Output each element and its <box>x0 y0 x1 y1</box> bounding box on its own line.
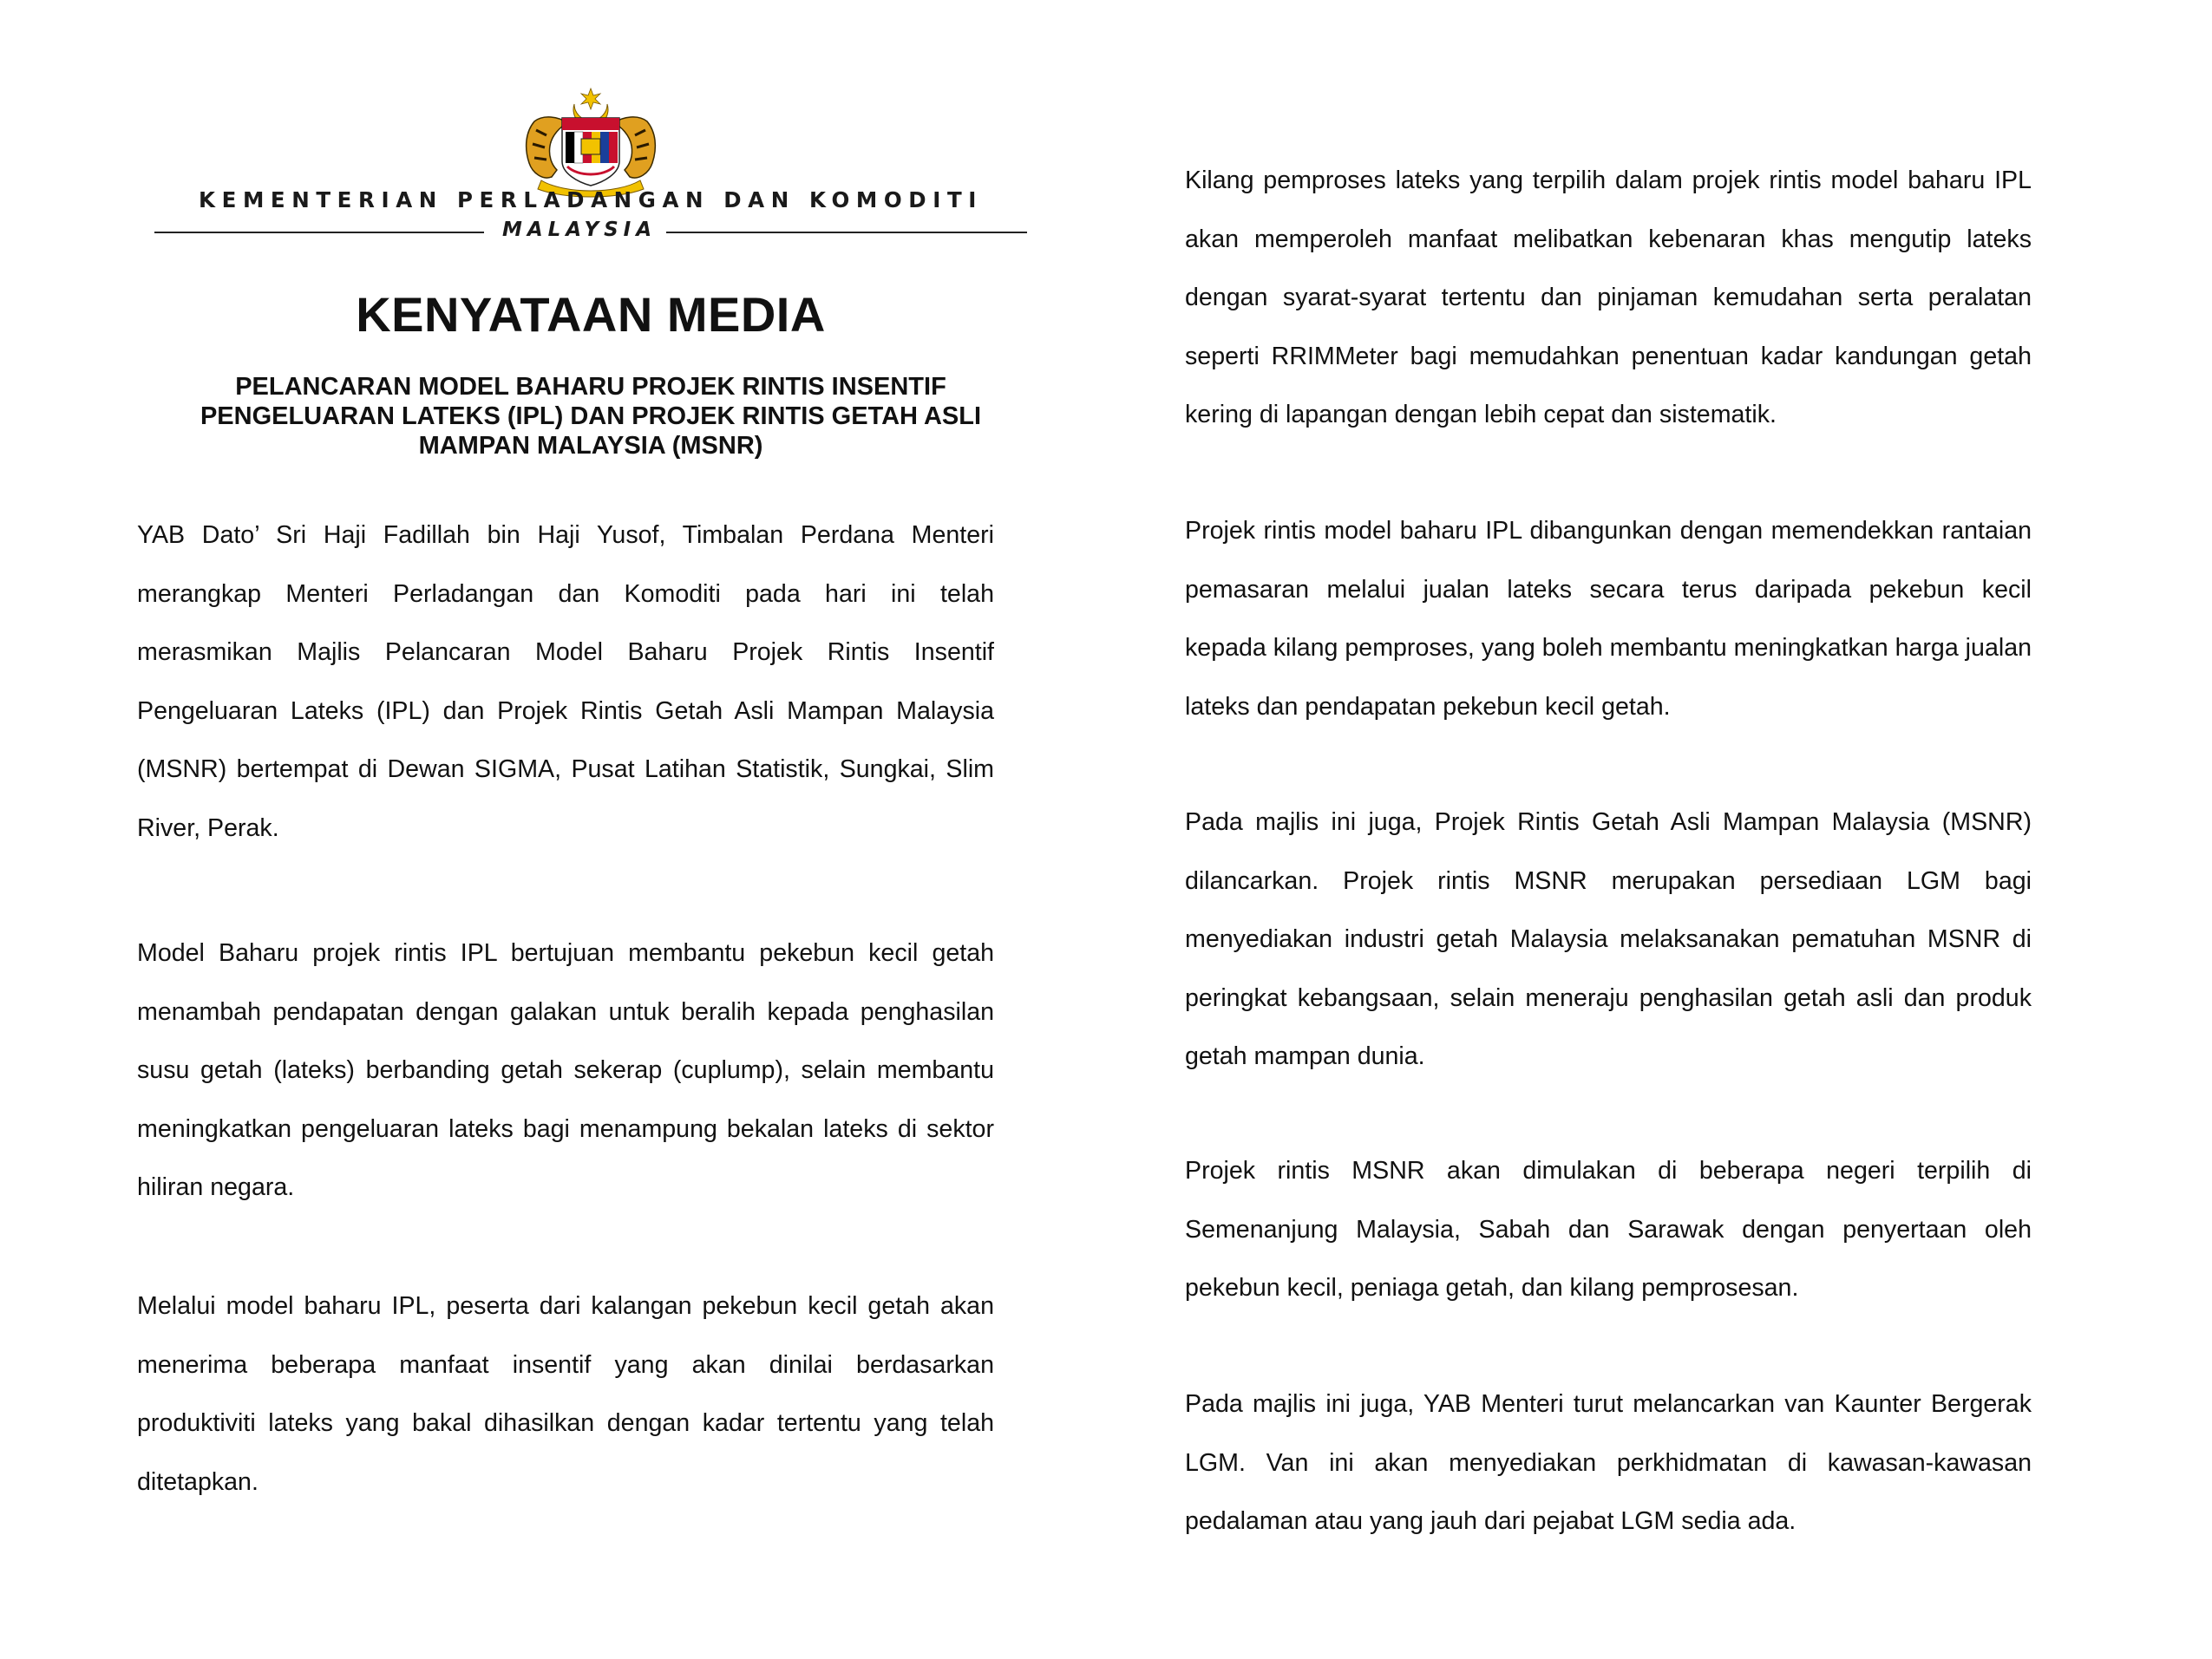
paragraph-left-1: YAB Dato’ Sri Haji Fadillah bin Haji Yusof, Timbalan Perdana Menteri merangkap Menteri Perladangan dan Komoditi pada hari ini telah merasmikan Majlis Pelancaran Model Baharu Projek Rintis Insentif Pengeluaran Lateks (IPL) dan Projek Rintis Getah Asli Mampan Malaysia (MSNR) bertempat di Dewan SIGMA, Pusat Latihan Statistik, Sungkai, Slim River, Perak. <box>137 521 994 842</box>
subtitle-line: MAMPAN MALAYSIA (MSNR) <box>418 432 763 460</box>
subtitle-line: PELANCARAN MODEL BAHARU PROJEK RINTIS INSENTIF <box>235 373 946 401</box>
paragraph-right-3: Pada majlis ini juga, Projek Rintis Getah Asli Mampan Malaysia (MSNR) dilancarkan. Projek rintis MSNR merupakan persediaan LGM bagi menyediakan industri getah Malaysia melaksanakan pematuhan MSNR di peringkat kebangsaan, selain meneraju penghasilan getah asli dan produk getah mampan dunia. <box>1185 808 2032 1070</box>
country-rule <box>154 219 1027 245</box>
paragraph-left-2: Model Baharu projek rintis IPL bertujuan membantu pekebun kecil getah menambah pendapatan dengan galakan untuk beralih kepada penghasilan susu getah (lateks) berbanding getah sekerap (cuplump), selain membantu meningkatkan pengeluaran lateks bagi menampung bekalan lateks di sektor hiliran negara. <box>137 939 994 1201</box>
document-title: KENYATAAN MEDIA <box>356 287 826 342</box>
paragraph-right-1: Kilang pemproses lateks yang terpilih dalam projek rintis model baharu IPL akan memperoleh manfaat melibatkan kebenaran khas mengutip lateks dengan syarat-syarat tertentu dan pinjaman kemudahan serta peralatan seperti RRIMMeter bagi memudahkan penentuan kadar kandungan getah kering di lapangan dengan lebih cepat dan sistematik. <box>1185 167 2032 428</box>
rule-right-line <box>666 232 1027 233</box>
letterhead <box>154 87 1027 251</box>
ministry-name: KEMENTERIAN PERLADANGAN DAN KOMODITI <box>199 187 983 212</box>
paragraph-right-5: Pada majlis ini juga, YAB Menteri turut melancarkan van Kaunter Bergerak LGM. Van ini akan menyediakan perkhidmatan di kawasan-kawasan pedalaman atau yang jauh dari pejabat LGM sedia ada. <box>1185 1390 2032 1535</box>
document-subtitle <box>137 372 1044 460</box>
paragraph-right-2: Projek rintis model baharu IPL dibangunkan dengan memendekkan rantaian pemasaran melalui jualan lateks secara terus daripada pekebun kecil kepada kilang pemproses, yang boleh membantu meningkatkan harga jualan lateks dan pendapatan pekebun kecil getah. <box>1185 517 2032 721</box>
paragraph-right-4: Projek rintis MSNR akan dimulakan di beberapa negeri terpilih di Semenanjung Malaysia, Sabah dan Sarawak dengan penyertaan oleh pekebun kecil, peniaga getah, dan kilang pemprosesan. <box>1185 1157 2032 1302</box>
country-name: MALAYSIA <box>501 219 658 241</box>
rule-left-line <box>154 232 484 233</box>
subtitle-line: PENGELUARAN LATEKS (IPL) DAN PROJEK RINTIS GETAH ASLI <box>200 402 982 430</box>
paragraph-left-3: Melalui model baharu IPL, peserta dari kalangan pekebun kecil getah akan menerima beberapa manfaat insentif yang akan dinilai berdasarkan produktiviti lateks yang bakal dihasilkan dengan kadar tertentu yang telah ditetapkan. <box>137 1292 994 1496</box>
malaysia-coat-of-arms-icon <box>517 87 664 199</box>
